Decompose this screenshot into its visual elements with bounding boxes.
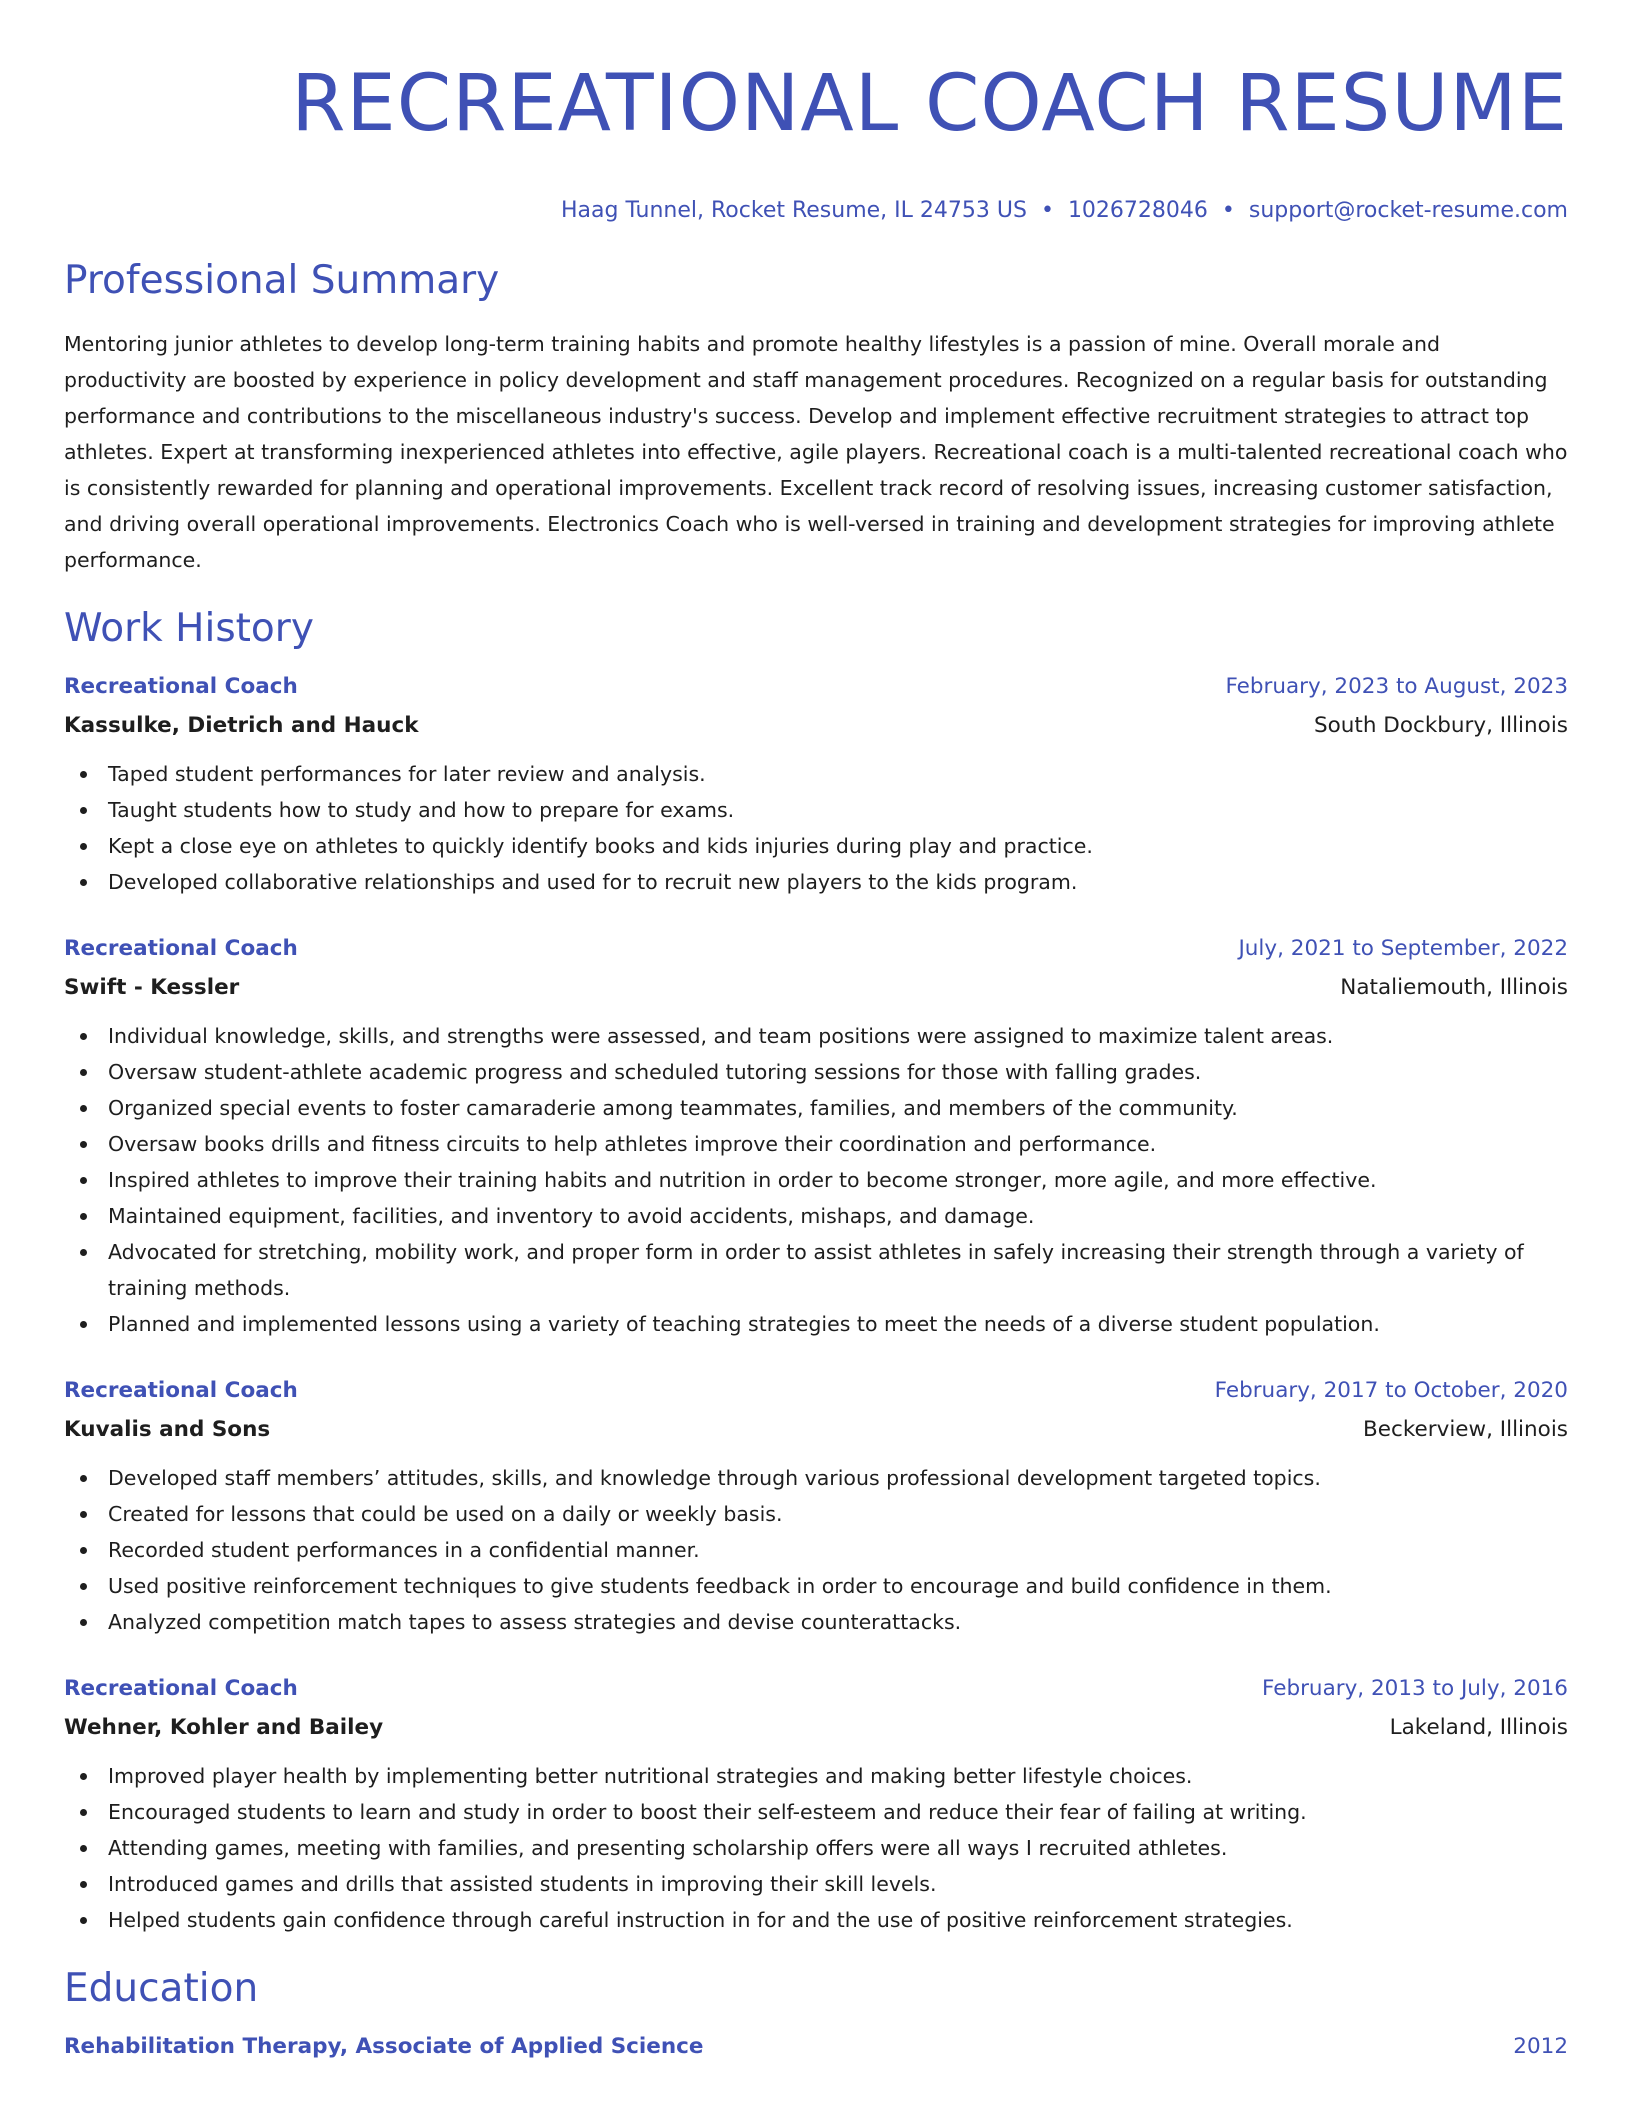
job-bullet: Improved player health by implementing better nutritional strategies and making better lifestyle choices. (64, 1758, 1568, 1794)
contact-phone: 1026728046 (1067, 198, 1208, 223)
job-bullet-list (64, 756, 1568, 900)
job-bullet: Attending games, meeting with families, and presenting scholarship offers were all ways I recruited athletes. (64, 1830, 1568, 1866)
job-title-row (64, 930, 1568, 968)
job-bullet: Developed staff members’ attitudes, skills, and knowledge through various professional development targeted topics. (64, 1460, 1568, 1496)
job-bullet: Individual knowledge, skills, and strengths were assessed, and team positions were assigned to maximize talent areas. (64, 1018, 1568, 1054)
job-title-row (64, 668, 1568, 706)
job-bullet: Oversaw student-athlete academic progress and scheduled tutoring sessions for those with falling grades. (64, 1054, 1568, 1090)
job-bullet: Taped student performances for later review and analysis. (64, 756, 1568, 792)
education-entry (64, 2028, 1568, 2066)
job-title-row (64, 1372, 1568, 1410)
job-location: Nataliemouth, Illinois (1340, 975, 1568, 1000)
job-company-row (64, 1410, 1568, 1450)
job-dates: February, 2013 to July, 2016 (1262, 1676, 1568, 1701)
job-bullet: Created for lessons that could be used on a daily or weekly basis. (64, 1496, 1568, 1532)
job-bullet: Developed collaborative relationships and used for to recruit new players to the kids program. (64, 864, 1568, 900)
education-heading: Education (64, 1966, 259, 2011)
job-title: Recreational Coach (64, 674, 298, 699)
job-bullet: Taught students how to study and how to prepare for exams. (64, 792, 1568, 828)
work-history-list (64, 668, 1568, 1938)
job-company-row (64, 1708, 1568, 1748)
contact-email[interactable]: support@rocket-resume.com (1248, 198, 1568, 223)
job-bullet-list (64, 1460, 1568, 1640)
job-title: Recreational Coach (64, 1676, 298, 1701)
job-company-row (64, 968, 1568, 1008)
job-entry (64, 930, 1568, 1342)
job-company: Swift - Kessler (64, 975, 240, 1000)
job-location: Lakeland, Illinois (1389, 1715, 1568, 1740)
job-bullet: Maintained equipment, facilities, and inventory to avoid accidents, mishaps, and damage. (64, 1198, 1568, 1234)
contact-line (64, 196, 1568, 226)
job-bullet: Used positive reinforcement techniques to give students feedback in order to encourage and build confidence in them. (64, 1568, 1568, 1604)
resume-title: RECREATIONAL COACH RESUME (291, 59, 1568, 149)
job-bullet: Recorded student performances in a confidential manner. (64, 1532, 1568, 1568)
job-entry (64, 1372, 1568, 1640)
job-bullet-list (64, 1018, 1568, 1342)
job-bullet: Oversaw books drills and fitness circuits to help athletes improve their coordination and performance. (64, 1126, 1568, 1162)
job-title: Recreational Coach (64, 1378, 298, 1403)
job-title: Recreational Coach (64, 936, 298, 961)
contact-separator: • (1040, 198, 1054, 223)
job-title-row (64, 1670, 1568, 1708)
job-bullet: Helped students gain confidence through careful instruction in for and the use of positive reinforcement strategies. (64, 1902, 1568, 1938)
summary-heading: Professional Summary (64, 258, 500, 303)
education-degree: Rehabilitation Therapy, Associate of Applied Science (64, 2034, 704, 2059)
job-entry (64, 668, 1568, 900)
job-bullet: Organized special events to foster camaraderie among teammates, families, and members of the community. (64, 1090, 1568, 1126)
job-bullet: Encouraged students to learn and study in order to boost their self-esteem and reduce their fear of failing at writing. (64, 1794, 1568, 1830)
job-company: Kassulke, Dietrich and Hauck (64, 713, 419, 738)
job-dates: February, 2017 to October, 2020 (1214, 1378, 1568, 1403)
resume-page (64, 0, 1568, 2066)
job-bullet: Analyzed competition match tapes to assess strategies and devise counterattacks. (64, 1604, 1568, 1640)
contact-address: Haag Tunnel, Rocket Resume, IL 24753 US (560, 198, 1027, 223)
job-location: South Dockbury, Illinois (1313, 713, 1568, 738)
job-company-row (64, 706, 1568, 746)
job-bullet: Advocated for stretching, mobility work, and proper form in order to assist athletes in safely increasing their strength through a variety of training methods. (64, 1234, 1568, 1306)
job-location: Beckerview, Illinois (1363, 1417, 1568, 1442)
job-dates: July, 2021 to September, 2022 (1238, 936, 1568, 961)
summary-text: Mentoring junior athletes to develop long-term training habits and promote healthy lifestyles is a passion of mine. Overall morale and productivity are boosted by experience in policy development and staff management procedures. Recognized on a regular basis for outstanding performance and contributions to the miscellaneous industry's success. Develop and implement effective recruitment strategies to attract top athletes. Expert at transforming inexperienced athletes into effective, agile players. Recreational coach is a multi-talented recreational coach who is consistently rewarded for planning and operational improvements. Excellent track record of resolving issues, increasing customer satisfaction, and driving overall operational improvements. Electronics Coach who is well-versed in training and development strategies for improving athlete performance. (64, 332, 1568, 572)
job-bullet: Planned and implemented lessons using a variety of teaching strategies to meet the needs of a diverse student population. (64, 1306, 1568, 1342)
education-year: 2012 (1513, 2034, 1568, 2059)
job-company: Kuvalis and Sons (64, 1417, 271, 1442)
job-bullet: Inspired athletes to improve their training habits and nutrition in order to become stronger, more agile, and more effective. (64, 1162, 1568, 1198)
work-history-heading: Work History (64, 606, 314, 651)
job-bullet: Kept a close eye on athletes to quickly identify books and kids injuries during play and practice. (64, 828, 1568, 864)
education-list (64, 2028, 1568, 2066)
job-bullet-list (64, 1758, 1568, 1938)
job-company: Wehner, Kohler and Bailey (64, 1715, 384, 1740)
job-dates: February, 2023 to August, 2023 (1225, 674, 1568, 699)
job-entry (64, 1670, 1568, 1938)
contact-separator: • (1221, 198, 1235, 223)
job-bullet: Introduced games and drills that assisted students in improving their skill levels. (64, 1866, 1568, 1902)
